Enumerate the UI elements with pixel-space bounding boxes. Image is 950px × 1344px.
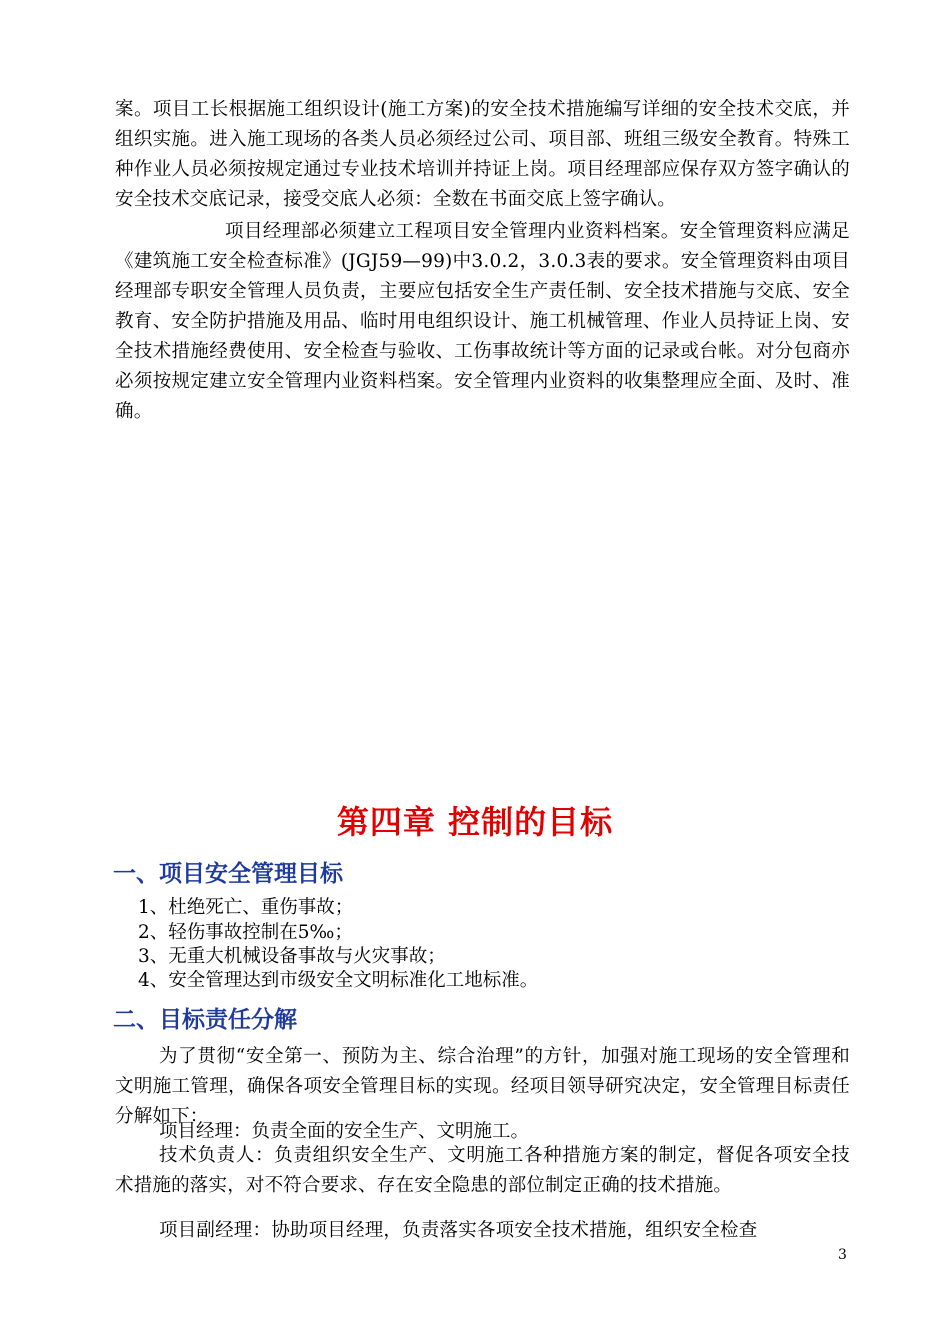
goal-list-item: 3、无重大机械设备事故与火灾事故； — [138, 946, 446, 967]
paragraph-responsibility-intro: 为了贯彻“安全第一、预防为主、综合治理”的方针，加强对施工现场的安全管理和文明施工管理，确保各项安全管理目标的实现。经项目领导研究决定，安全管理目标责任分解如下： — [115, 1046, 850, 1127]
goal-list-item: 2、轻伤事故控制在5‰； — [138, 922, 353, 943]
section-heading-safety-goals: 一、项目安全管理目标 — [113, 861, 343, 887]
paragraph-deputy-manager: 项目副经理：协助项目经理，负责落实各项安全技术措施，组织安全检查 — [159, 1220, 758, 1241]
goal-list-item: 4、安全管理达到市级安全文明标准化工地标准。 — [138, 970, 539, 991]
paragraph-safety-records: 项目经理部必须建立工程项目安全管理内业资料档案。安全管理资料应满足《建筑施工安全检查标准》(JGJ59—99)中3.0.2，3.0.3表的要求。安全管理资料由项目经理部专职安全管理人员负责，主要应包括安全生产责任制、安全技术措施与交底、安全教育、安全防护措施及用品、临时用电组织设计、施工机械管理、作业人员持证上岗、安全技术措施经费使用、安全检查与验收、工伤事故统计等方面的记录或台帐。对分包商亦必须按规定建立安全管理内业资料档案。安全管理内业资料的收集整理应全面、及时、准确。 — [115, 221, 850, 422]
page-number: 3 — [838, 1247, 847, 1263]
chapter-title: 第四章 控制的目标 — [336, 803, 614, 841]
paragraph-technical-lead: 技术负责人：负责组织安全生产、文明施工各种措施方案的制定，督促各项安全技术措施的落实，对不符合要求、存在安全隐患的部位制定正确的技术措施。 — [115, 1145, 850, 1196]
section-heading-responsibility: 二、目标责任分解 — [113, 1007, 297, 1033]
paragraph-project-manager: 项目经理：负责全面的安全生产、文明施工。 — [159, 1121, 530, 1142]
goal-list-item: 1、杜绝死亡、重伤事故； — [138, 897, 354, 918]
paragraph-safety-briefing: 案。项目工长根据施工组织设计(施工方案)的安全技术措施编写详细的安全技术交底，并组织实施。进入施工现场的各类人员必须经过公司、项目部、班组三级安全教育。特殊工种作业人员必须按规定通过专业技术培训并持证上岗。项目经理部应保存双方签字确认的安全技术交底记录，接受交底人必须：全数在书面交底上签字确认。 — [115, 99, 850, 210]
